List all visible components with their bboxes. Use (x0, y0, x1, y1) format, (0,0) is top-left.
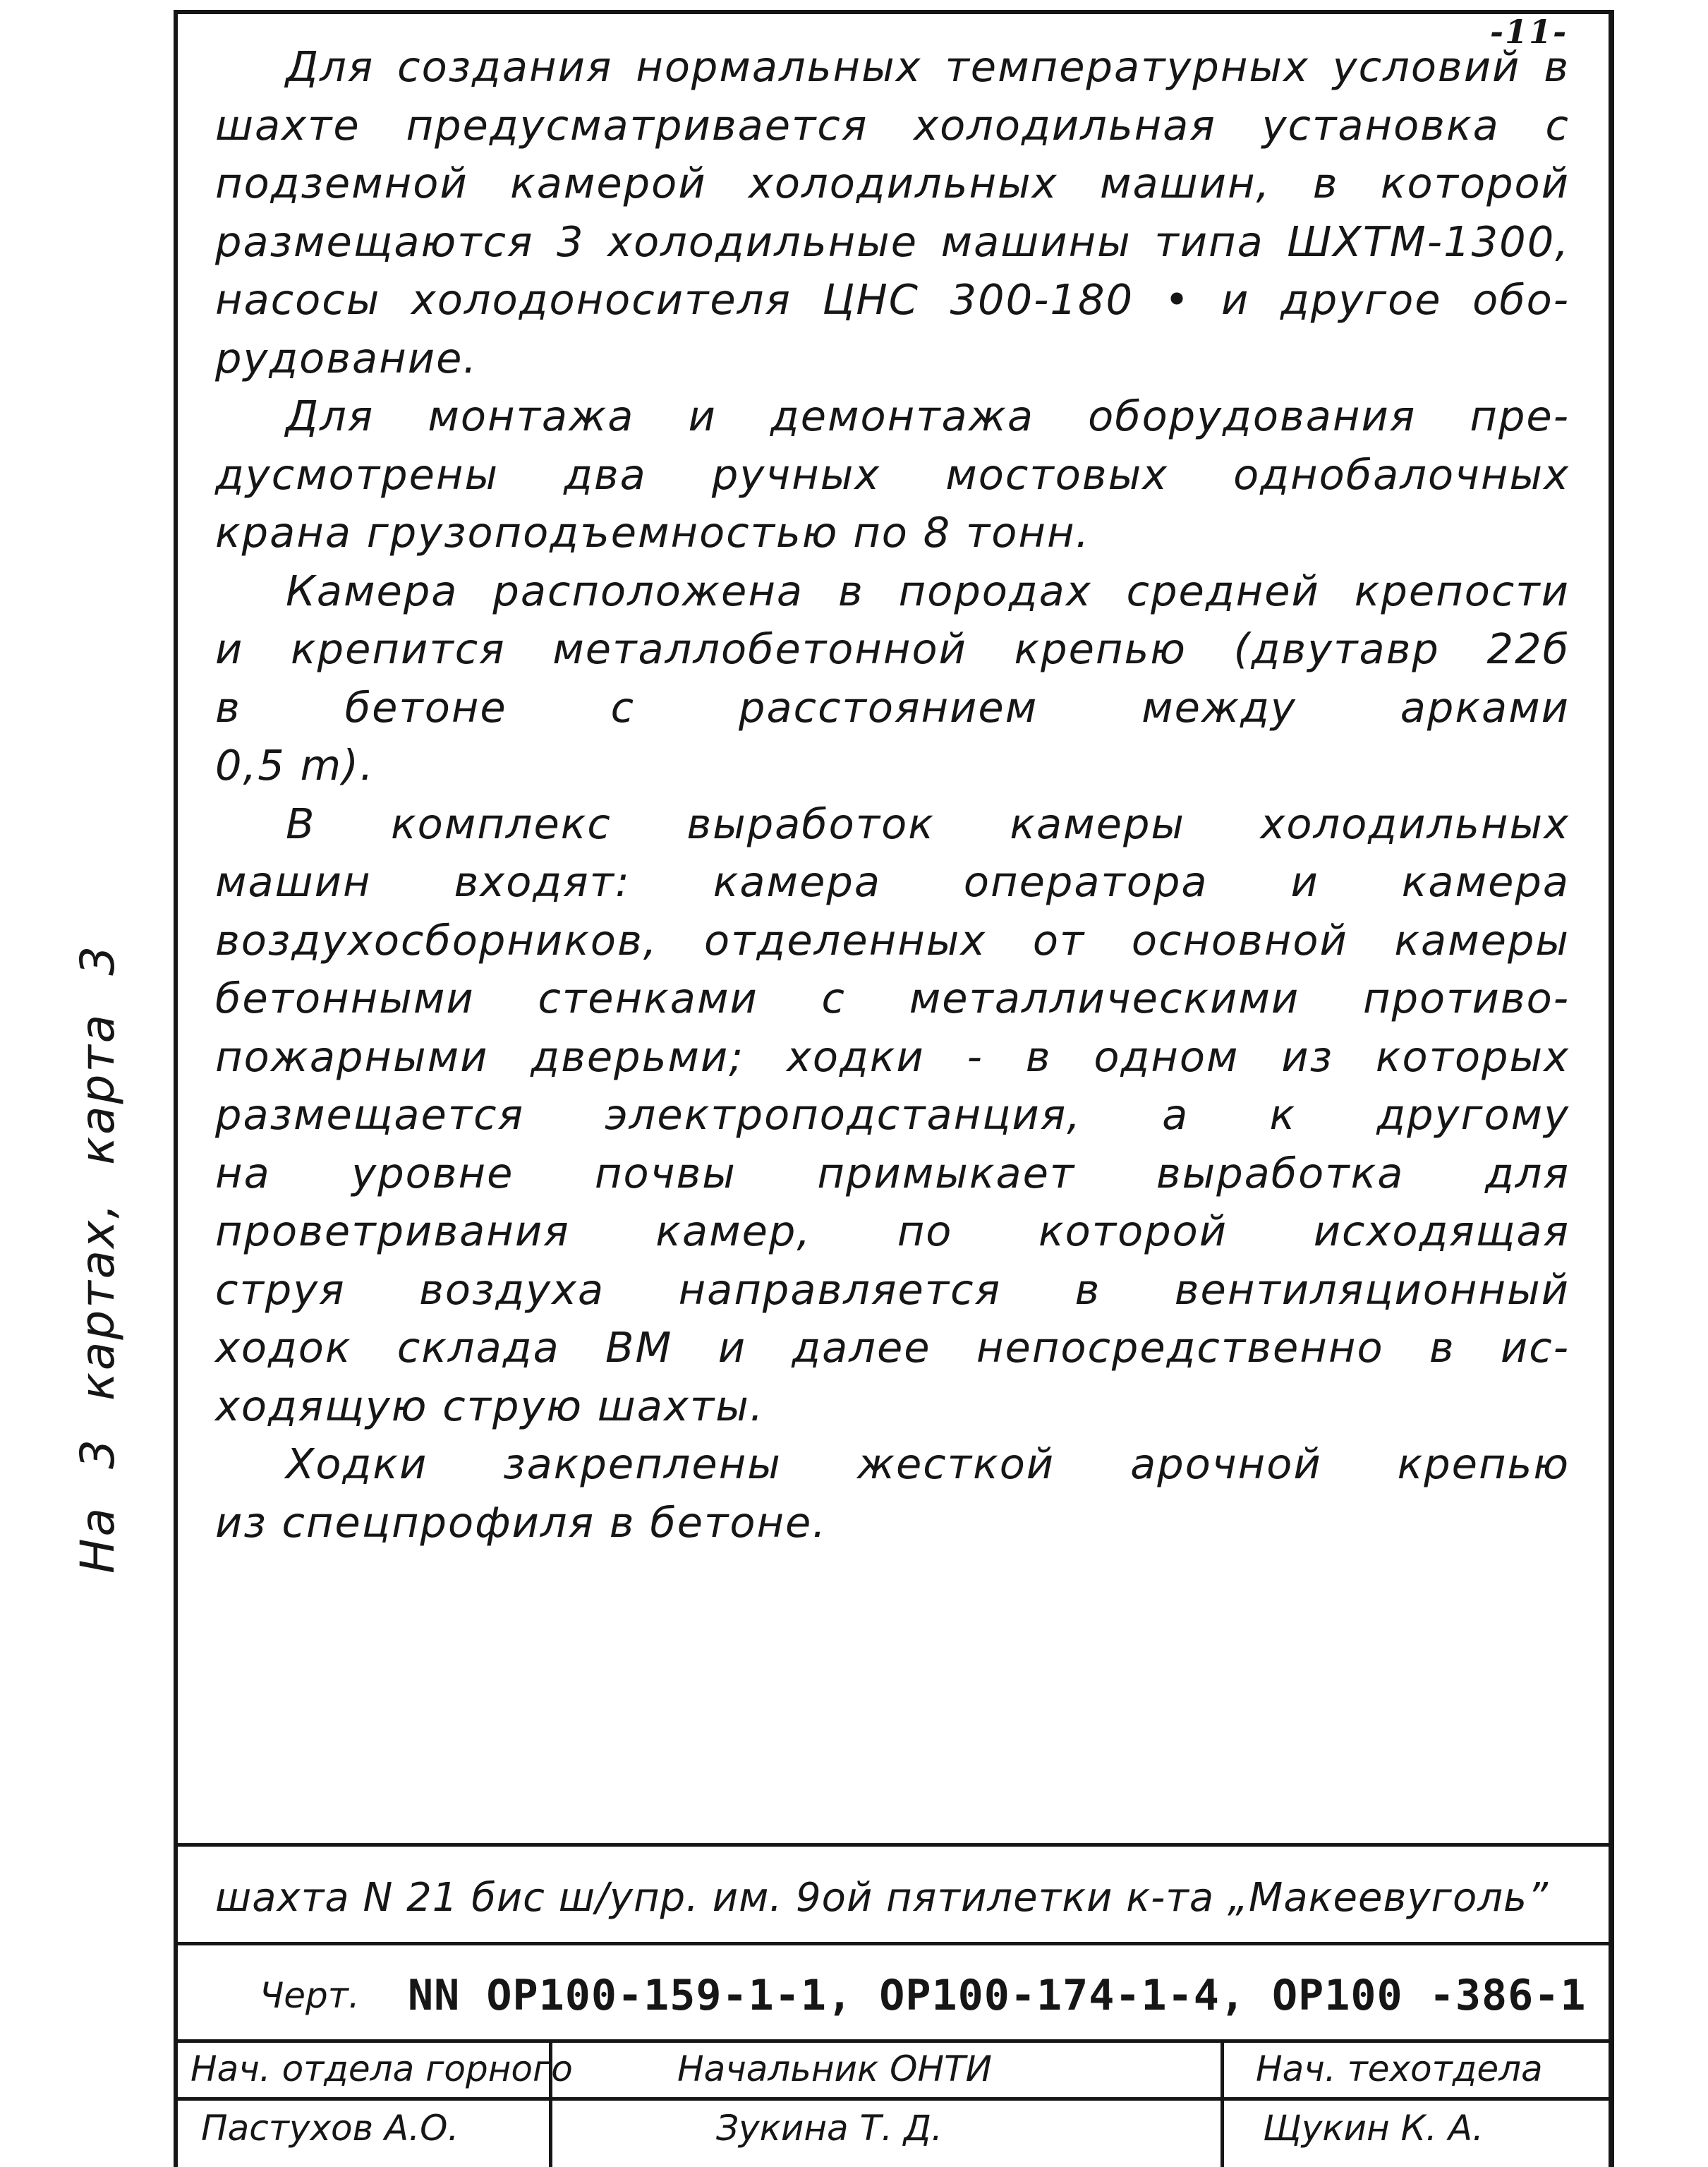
text-line: 0,5 m). (215, 741, 375, 790)
text-line: бетонными стенками с металлическими противо- (215, 974, 1570, 1022)
page-number: -11- (1490, 13, 1568, 51)
text-line: ходящую струю шахты. (215, 1381, 765, 1430)
text-line: крана грузоподъемностью по 8 тонн. (215, 508, 1091, 557)
text-line: Камера расположена в породах средней крепости (286, 566, 1570, 615)
text-line: размещаются 3 холодильные машины типа ШХТМ-1300, (215, 217, 1570, 266)
explanatory-text (215, 38, 1570, 1552)
text-line: Для монтажа и демонтажа оборудования пре- (286, 392, 1570, 440)
text-line: и крепится металлобетонной крепью (двутавр 22б (215, 624, 1570, 673)
position-technical-department-head: Нач. техотдела (1256, 2048, 1543, 2089)
text-line: рудование. (215, 333, 478, 382)
title-block-row-rule (174, 2097, 1614, 2101)
paragraph (215, 795, 1570, 1436)
signatory-name-3: Щукин К. А. (1263, 2108, 1484, 2149)
sheet-count-note: На 3 картах, карта 3 (71, 943, 125, 1574)
paragraph (215, 1435, 1570, 1552)
text-line: Ходки закреплены жесткой арочной крепью (286, 1439, 1570, 1488)
text-line: Для создания нормальных температурных условий в (286, 42, 1570, 91)
paragraph (215, 387, 1570, 562)
text-line: ходок склада ВМ и далее непосредственно в ис- (215, 1323, 1570, 1372)
text-line: воздухосборников, отделенных от основной камеры (215, 915, 1570, 965)
text-line: размещается электроподстанция, а к другому (215, 1090, 1570, 1139)
title-block-column-rule-2 (1221, 2039, 1224, 2167)
text-line: проветривания камер, по которой исходящая (215, 1207, 1570, 1255)
text-line: насосы холодоносителя ЦНС 300-180 • и другое обо- (215, 275, 1570, 324)
text-line: из спецпрофиля в бетоне. (215, 1497, 828, 1547)
paragraph (215, 38, 1570, 387)
text-line: пожарными дверьми; ходки - в одном из которых (215, 1032, 1570, 1081)
signatory-name-2: Зукина Т. Д. (716, 2108, 943, 2149)
text-line: подземной камерой холодильных машин, в которой (215, 159, 1570, 207)
drawing-label: Черт. (260, 1975, 360, 2016)
text-line: машин входят: камера оператора и камера (215, 857, 1570, 906)
text-line: В комплекс выработок камеры холодильных (286, 799, 1570, 848)
position-mining-department-head: Нач. отдела горного (190, 2048, 573, 2089)
title-block-middle-rule (174, 1942, 1614, 1945)
text-line: шахте предусматривается холодильная установка с (215, 100, 1570, 150)
text-line: на уровне почвы примыкает выработка для (215, 1148, 1570, 1197)
title-block-lower-rule (174, 2039, 1614, 2043)
position-onti-head: Начальник ОНТИ (677, 2048, 993, 2089)
drawing-numbers: NN ОР100-159-1-1, ОР100-174-1-4, ОР100 -386-1 (408, 1971, 1587, 2020)
text-line: струя воздуха направляется в вентиляционный (215, 1264, 1570, 1314)
title-block-top-rule (174, 1843, 1614, 1847)
text-line: дусмотрены два ручных мостовых однобалочных (215, 449, 1570, 499)
signatory-name-1: Пастухов А.О. (201, 2108, 459, 2149)
text-line: в бетоне с расстоянием между арками (215, 682, 1570, 732)
organization-name: шахта N 21 бис ш/упр. им. 9ой пятилетки к-та „Макеевуголь” (215, 1875, 1549, 1921)
paragraph (215, 562, 1570, 795)
